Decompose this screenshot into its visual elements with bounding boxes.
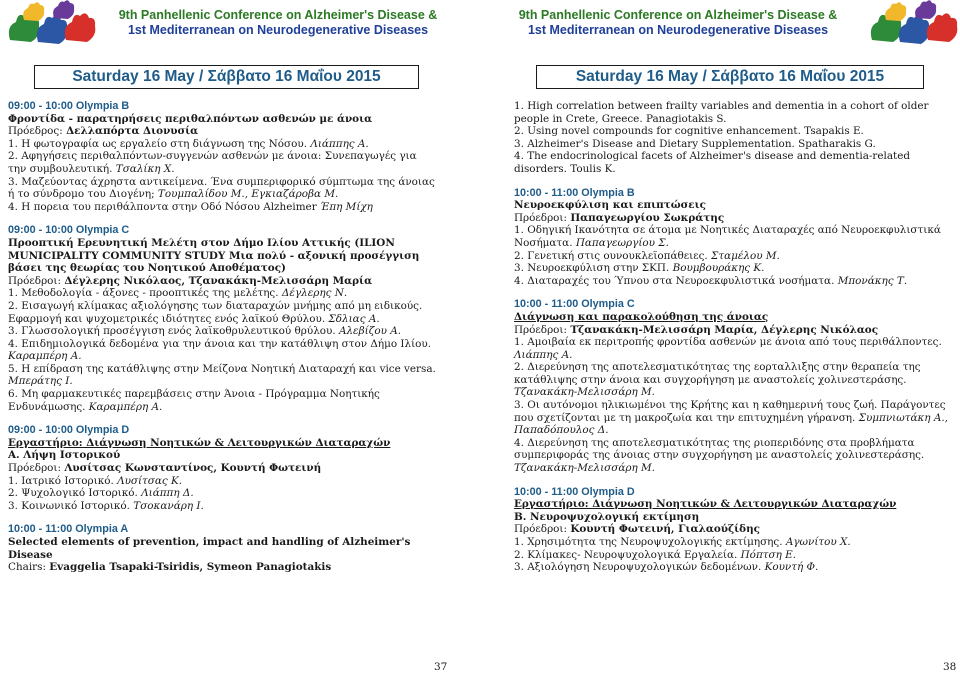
talk-item <box>8 138 438 151</box>
chair-label: Chairs: <box>8 561 50 574</box>
talk-item <box>8 487 438 500</box>
session-title: Εργαστήριο: Διάγνωση Νοητικών & Λειτουργικών Διαταραχών <box>514 498 897 511</box>
talk-title: 4. Η πορεια του περιθάλποντα στην Οδό Νόσου Alzheimer <box>8 200 320 213</box>
session-time: 09:00 - 10:00 Olympia D <box>8 424 130 437</box>
chair-name: Κουντή Φωτεινή, Γιαλαούζίδης <box>570 523 760 536</box>
chair-label: Πρόεδροι: <box>514 211 571 224</box>
talk-author: Τζανακάκη-Μελισσάρη Μ. <box>514 462 655 475</box>
header-line-2: 1st Mediterranean on Neurodegenerative Diseases <box>527 23 829 37</box>
talk-title: 1. Χρησιμότητα της Νευροψυχολογικής εκτίμησης. <box>514 536 786 548</box>
talk-author: Τσαλίκη Χ. <box>115 162 175 175</box>
session-time: 10:00 - 11:00 Olympia A <box>8 523 129 536</box>
session-chair <box>8 462 438 475</box>
conference-header <box>500 8 856 38</box>
talk-title: 1. Οδηγική Ικανότητα σε άτομα με Νοητικές Διαταραχές από Νευροεκφυλιστικά Νοσήματα. <box>514 224 941 249</box>
talk-item <box>514 561 954 574</box>
talk-item: 2. Using novel compounds for cognitive enhancement. Tsapakis E. <box>514 125 864 138</box>
session-block <box>8 100 438 213</box>
day-banner: Saturday 16 May / Σάββατο 16 Μαΐου 2015 <box>536 65 924 89</box>
talk-item <box>514 549 954 562</box>
talk-author: Μπεράτης Ι. <box>8 375 73 388</box>
talk-item <box>514 250 954 263</box>
talk-author: Δέγλερης Ν. <box>281 287 348 300</box>
talk-item: 1. High correlation between frailty variables and dementia in a cohort of older people in Crete, Greece. Panagiotakis S. <box>514 100 929 125</box>
talk-item <box>514 275 954 288</box>
session-block <box>514 486 954 574</box>
chair-name: Δέγλερης Νικόλαος, Τζανακάκη-Μελισσάρη Μαρία <box>64 274 373 287</box>
talk-title: 2. Ψυχολογικό Ιστορικό. <box>8 487 142 500</box>
talk-item <box>8 201 438 214</box>
talk-title: 2. Κλίμακες- Νευροψυχολογικά Εργαλεία. <box>514 548 741 561</box>
talk-author: Σδλιας Α. <box>328 312 380 325</box>
talk-item <box>8 475 438 488</box>
hands-logo-icon <box>862 0 960 56</box>
session-subtitle: Β. Νευροψυχολογική εκτίμηση <box>514 510 700 523</box>
talk-title: 1. Ιατρικό Ιστορικό. <box>8 474 118 487</box>
talk-title: 6. Μη φαρμακευτικές παρεμβάσεις στην Άνοια - Πρόγραμμα Νοητικής Ενδυνάμωσης. <box>8 388 380 413</box>
talk-title: 4. Διερεύνηση της αποτελεσματικότητας της ριοπεριδόνης στα προβλήματα συμπεριφοράς της άνοιας στην συγχορήγηση με αναστολείς χολινεστεράσης. <box>514 436 925 462</box>
talk-title: 4. Επιδημιολογικά δεδομένα για την άνοια και την κατάθλιψη στον Δήμο Ιλίου. <box>8 337 432 350</box>
hands-logo-icon <box>0 0 100 56</box>
talk-author: Τζανακάκη-Μελισσάρη Μ. <box>514 386 655 399</box>
session-chair <box>8 125 438 138</box>
session-chair <box>514 324 954 337</box>
talk-item <box>8 300 438 325</box>
talk-item: 4. The endocrinological facets of Alzheimer's disease and dementia-related disorders. Toulis K. <box>514 150 911 175</box>
left-program <box>8 100 438 585</box>
page-right <box>480 0 960 677</box>
session-block <box>514 187 954 288</box>
session-chair <box>514 212 954 225</box>
talk-author: Λιάππης Α. <box>514 348 573 361</box>
talk-item <box>8 500 438 513</box>
talk-title: 2. Διερεύνηση της αποτελεσματικότητας της εορταλλιξης στην θεραπεία της κατάθλιψης στην άνοια και συγχορήγηση με αναστολείς χολινεστεράσης. <box>514 361 921 386</box>
conference-header <box>108 8 448 38</box>
talk-item: 3. Alzheimer's Disease and Dietary Supplementation. Spatharakis G. <box>514 137 876 150</box>
session-block <box>8 224 438 413</box>
header-line-2: 1st Mediterranean on Neurodegenerative Diseases <box>127 23 429 37</box>
header-line-1: 9th Panhellenic Conference on Alzheimer's Disease & <box>518 8 838 22</box>
session-time: 10:00 - 11:00 Olympia B <box>514 186 635 199</box>
session-chair <box>8 561 438 574</box>
chair-label: Πρόεδροι: <box>8 274 65 287</box>
session-chair <box>8 275 438 288</box>
session-time: 10:00 - 11:00 Olympia D <box>514 485 635 498</box>
talk-title: 3. Κοινωνικό Ιστορικό. <box>8 499 134 512</box>
chair-label: Πρόεδροι: <box>8 462 65 475</box>
session-title: Selected elements of prevention, impact and handling of Alzheimer's Disease <box>8 536 411 561</box>
chair-name: Evaggelia Tsapaki-Tsiridis, Symeon Panagiotakis <box>49 561 332 574</box>
session-time: 09:00 - 10:00 Olympia C <box>8 224 130 237</box>
right-program <box>514 100 954 585</box>
talk-title: 4. Διαταραχές του Ύπνου στα Νευροεκφυλιστικά νοσήματα. <box>514 274 838 287</box>
talk-title: 3. Αξιολόγηση Νευροψυχολογικών δεδομένων. <box>514 561 765 574</box>
talk-title: 3. Μαζεύοντας άχρηστα αντικείμενα. Ένα συμπεριφορικό σύμπτωμα της άνοιας ή το σύνδρομο του Διογένη; <box>8 175 435 201</box>
day-banner: Saturday 16 May / Σάββατο 16 Μαΐου 2015 <box>34 65 419 89</box>
talk-author: Συμπνιωτάκη Α., Παπαδόπουλος Δ. <box>514 411 948 437</box>
talk-author: Αγωνίτου Χ. <box>785 536 851 548</box>
talk-item <box>514 361 954 399</box>
chair-name: Παπαγεωργίου Σωκράτης <box>570 211 725 224</box>
talk-author: Λυσίτσας Κ. <box>117 474 183 487</box>
talk-item <box>8 176 438 201</box>
chair-name: Δελλαπόρτα Διονυσία <box>66 125 199 138</box>
page-number: 37 <box>434 661 448 673</box>
talk-author: Λιάππη Δ. <box>141 487 194 500</box>
talk-author: Λιάππης Α. <box>310 137 369 150</box>
talk-author: Αλεβίζου Α. <box>338 325 402 338</box>
chair-label: Πρόεδρος: <box>8 125 67 138</box>
talk-title: 3. Νευροεκφύλιση στην ΣΚΠ. <box>514 262 673 275</box>
talk-author: Πόπτση Ε. <box>740 548 797 561</box>
talk-title: 3. Γλωσσολογική προσέγγιση ενός λαϊκοθρυλευτικού θρύλου. <box>8 325 339 338</box>
talk-item <box>8 363 438 388</box>
header-line-1: 9th Panhellenic Conference on Alzheimer's Disease & <box>118 8 438 22</box>
talk-item <box>514 224 954 249</box>
talk-title: 2. Γενετική στις ουνουκλεϊοπάθειες. <box>514 249 712 262</box>
session-block <box>514 298 954 474</box>
chair-name: Τζανακάκη-Μελισσάρη Μαρία, Δέγλερης Νικόλαος <box>570 323 879 336</box>
chair-label: Πρόεδροι: <box>514 323 571 336</box>
session-block <box>514 100 954 176</box>
session-subtitle: Α. Λήψη Ιστορικού <box>8 449 121 462</box>
talk-item <box>514 399 954 437</box>
talk-author: Βουμβουράκης Κ. <box>672 262 765 275</box>
page-number: 38 <box>943 661 957 673</box>
talk-item <box>8 287 438 300</box>
talk-title: 2. Αφηγήσεις περιθαλπόντων-συγγενών ασθενών με άνοια: Συνεπαγωγές για την συμβουλευτική. <box>8 150 417 175</box>
talk-title: 2. Εισαγωγή κλίμακας αξιολόγησης των διαταραχών μνήμης από μη ειδικούς. Εφαρμογή και ψυχομετρικές ιδιότητες ενός λαϊκού Θρύλου. <box>8 299 423 325</box>
talk-item <box>8 150 438 175</box>
talk-title: 1. Η φωτογραφία ως εργαλείο στη διάγνωση της Νόσου. <box>8 137 311 150</box>
talk-item <box>514 262 954 275</box>
session-title: Εργαστήριο: Διάγνωση Νοητικών & Λειτουργικών Διαταραχών <box>8 436 391 449</box>
talk-author: Τσοκανάρη Ι. <box>133 499 204 512</box>
talk-author: Σταμέλου Μ. <box>711 249 780 262</box>
session-title: Διάγνωση και παρακολούθηση της άνοιας <box>514 310 769 323</box>
chair-label: Πρόεδροι: <box>514 523 571 536</box>
talk-item <box>514 336 954 361</box>
talk-item <box>8 388 438 413</box>
talk-item <box>8 325 438 338</box>
talk-item <box>514 437 954 475</box>
session-block <box>8 424 438 512</box>
session-time: 09:00 - 10:00 Olympia B <box>8 100 130 112</box>
session-title: Προοπτική Ερευνητική Μελέτη στον Δήμο Ιλίου Αττικής (ILION MUNICIPALITY COMMUNITY STUDY Μια πολύ - αξονική προσέγγιση βάσει της θεωρίας του Νοητικού Αποθέματος) <box>8 236 420 275</box>
talk-item <box>8 338 438 363</box>
session-block <box>8 523 438 573</box>
talk-author: Έπη Μίχη <box>319 200 373 213</box>
talk-title: 5. Η επίδραση της κατάθλιψης στην Μείζονα Νοητική Διαταραχή και vice versa. <box>8 362 436 375</box>
session-title: Φροντίδα - παρατηρήσεις περιθαλπόντων ασθενών με άνοια <box>8 112 373 125</box>
session-title: Νευροεκφύλιση και επιπτώσεις <box>514 199 706 212</box>
chair-name: Λυσίτσας Κωνσταντίνος, Κουντή Φωτεινή <box>64 462 322 475</box>
talk-author: Καραμπέρη Α. <box>8 350 82 363</box>
session-time: 10:00 - 11:00 Olympia C <box>514 298 635 311</box>
talk-item <box>514 536 954 549</box>
talk-title: 3. Οι αυτόνομοι ηλικιωμένοι της Κρήτης και η καθημερινή τους ζωή. Παράγοντες που σχετίζονται με τη μακροζωία και την επιτυχημένη γήρανση. <box>514 399 946 424</box>
talk-author: Παπαγεωργίου Σ. <box>575 236 669 249</box>
talk-author: Καραμπέρη Α. <box>88 400 163 413</box>
talk-title: 1. Αμοιβαία εκ περιτροπής φροντίδα ασθενών με άνοια από τους περιθάλποντες. <box>514 336 942 349</box>
session-chair <box>514 523 954 536</box>
talk-author: Κουντή Φ. <box>764 561 819 574</box>
talk-author: Μπονάκης Τ. <box>837 274 908 287</box>
talk-author: Τουμπαλίδου Μ., Εγκιαζάροβα Μ. <box>157 188 339 201</box>
talk-title: 1. Μεθοδολογία - άξονες - προοπτικές της μελέτης. <box>8 287 282 300</box>
